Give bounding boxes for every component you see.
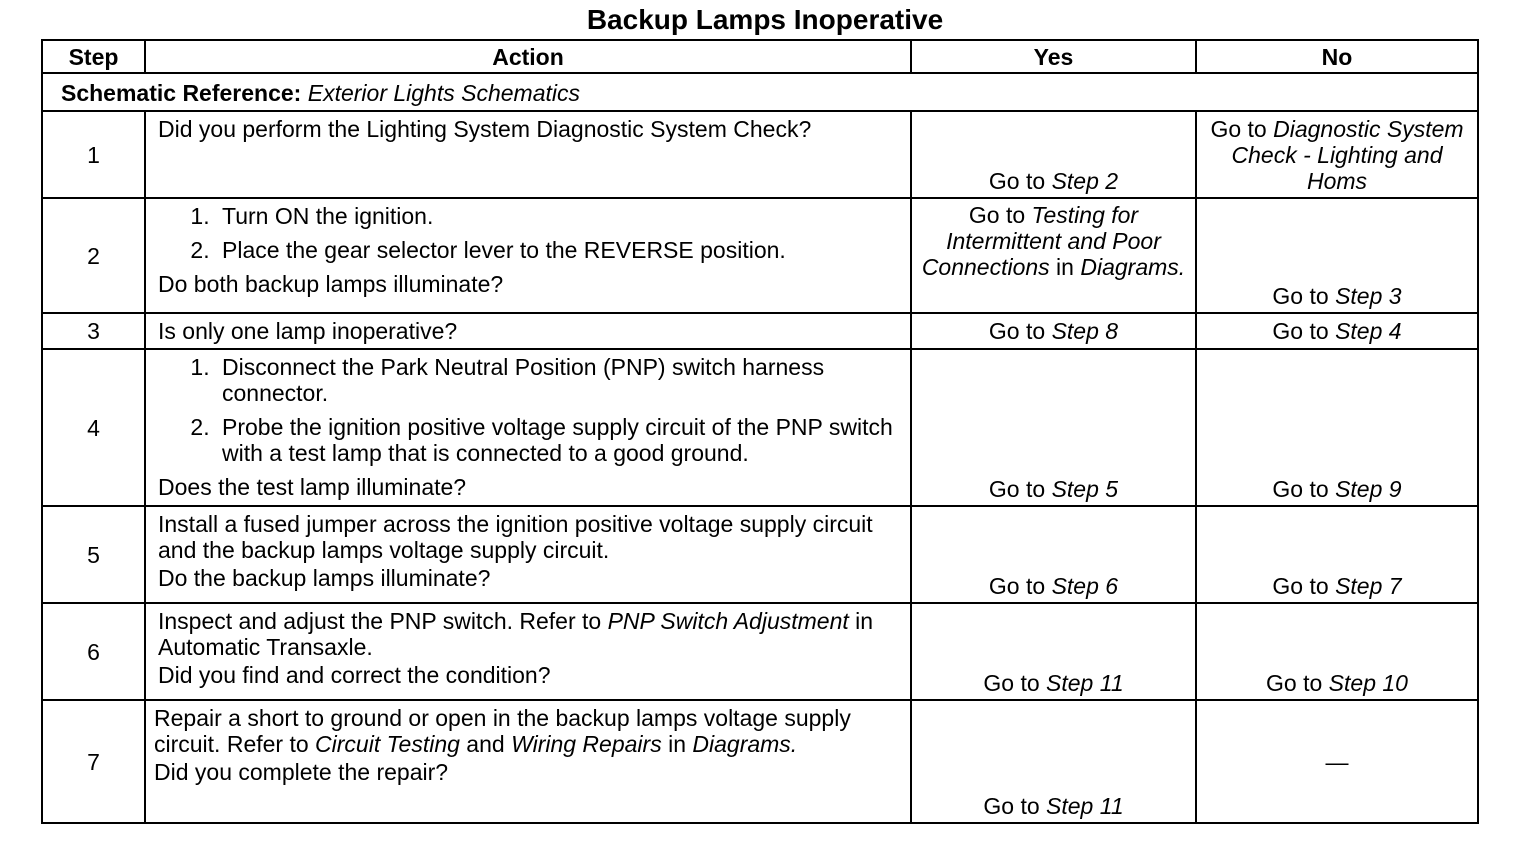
yes-cell bbox=[911, 603, 1196, 700]
yes-link[interactable]: Step 8 bbox=[1051, 318, 1119, 344]
action-item: 1. Disconnect the Park Neutral Position (PNP) switch harness connector. bbox=[216, 354, 900, 406]
table-row bbox=[42, 313, 1478, 349]
action-question: Do both backup lamps illuminate? bbox=[158, 271, 504, 297]
action-text bbox=[158, 608, 900, 660]
header-action: Action bbox=[145, 40, 911, 73]
yes-cell bbox=[911, 313, 1196, 349]
action-link-3[interactable]: Diagrams. bbox=[692, 731, 798, 757]
step-number: 6 bbox=[42, 603, 145, 700]
yes-link[interactable]: Step 11 bbox=[1046, 670, 1124, 696]
no-link[interactable]: Step 9 bbox=[1335, 476, 1402, 502]
action-item: 2. Place the gear selector lever to the REVERSE position. bbox=[216, 237, 900, 263]
action-text: Install a fused jumper across the ignition positive voltage supply circuit and the backup lamps voltage supply circuit. bbox=[158, 511, 873, 563]
diagnostic-table bbox=[41, 39, 1479, 824]
action-question: Did you complete the repair? bbox=[154, 759, 449, 785]
yes-link[interactable]: Step 11 bbox=[1046, 793, 1124, 819]
yes-link[interactable]: Step 6 bbox=[1051, 573, 1119, 599]
table-row bbox=[42, 349, 1478, 506]
action-text-mid: and bbox=[459, 731, 512, 757]
no-cell bbox=[1196, 700, 1478, 823]
no-link[interactable]: Diagnostic System Check - Lighting and Homs bbox=[1231, 116, 1464, 194]
yes-prefix: Go to bbox=[988, 573, 1052, 599]
no-prefix: Go to bbox=[1210, 116, 1274, 142]
action-cell bbox=[145, 506, 911, 603]
action-cell bbox=[145, 700, 911, 823]
action-text bbox=[154, 705, 900, 757]
header-step: Step bbox=[42, 40, 145, 73]
yes-cell bbox=[911, 198, 1196, 313]
no-cell bbox=[1196, 313, 1478, 349]
no-cell bbox=[1196, 506, 1478, 603]
schematic-label: Schematic Reference: bbox=[61, 80, 302, 106]
action-question: Do the backup lamps illuminate? bbox=[158, 565, 491, 591]
no-link[interactable]: Step 3 bbox=[1335, 283, 1402, 309]
action-list bbox=[158, 203, 900, 263]
yes-cell bbox=[911, 349, 1196, 506]
no-prefix: Go to bbox=[1266, 670, 1329, 696]
table-row bbox=[42, 506, 1478, 603]
table-row bbox=[42, 198, 1478, 313]
header-no: No bbox=[1196, 40, 1478, 73]
yes-cell bbox=[911, 111, 1196, 198]
header-yes: Yes bbox=[911, 40, 1196, 73]
no-link[interactable]: Step 4 bbox=[1335, 318, 1402, 344]
no-cell bbox=[1196, 349, 1478, 506]
no-cell bbox=[1196, 198, 1478, 313]
no-link[interactable]: Step 10 bbox=[1328, 670, 1408, 696]
action-cell bbox=[145, 349, 911, 506]
action-cell bbox=[145, 603, 911, 700]
header-row bbox=[42, 40, 1478, 73]
step-number: 1 bbox=[42, 111, 145, 198]
schematic-reference bbox=[42, 73, 1478, 111]
yes-link[interactable]: Testing for Intermittent and Poor Connections bbox=[921, 202, 1161, 280]
yes-prefix: Go to bbox=[983, 670, 1047, 696]
action-link-2[interactable]: Wiring Repairs bbox=[511, 731, 662, 757]
table-row bbox=[42, 700, 1478, 823]
yes-cell bbox=[911, 700, 1196, 823]
yes-link-2[interactable]: Diagrams. bbox=[1080, 254, 1186, 280]
action-cell bbox=[145, 313, 911, 349]
action-question: Does the test lamp illuminate? bbox=[158, 474, 467, 500]
schematic-row bbox=[42, 73, 1478, 111]
no-cell bbox=[1196, 111, 1478, 198]
schematic-link[interactable]: Exterior Lights Schematics bbox=[307, 80, 581, 106]
yes-mid: in bbox=[1049, 254, 1081, 280]
action-text-pre: Inspect and adjust the PNP switch. Refer to bbox=[158, 608, 608, 634]
action-text-pre: Repair a short to ground or open in the backup lamps voltage supply circuit. Refer to bbox=[154, 705, 851, 757]
action-cell bbox=[145, 111, 911, 198]
no-cell bbox=[1196, 603, 1478, 700]
no-prefix: Go to bbox=[1272, 283, 1336, 309]
step-number: 7 bbox=[42, 700, 145, 823]
page-title: Backup Lamps Inoperative bbox=[586, 4, 944, 35]
action-link[interactable]: Circuit Testing bbox=[315, 731, 460, 757]
no-prefix: Go to bbox=[1272, 476, 1336, 502]
yes-prefix: Go to bbox=[988, 318, 1052, 344]
action-cell bbox=[145, 198, 911, 313]
no-link[interactable]: Step 7 bbox=[1335, 573, 1402, 599]
action-question: Is only one lamp inoperative? bbox=[158, 318, 458, 344]
table-row bbox=[42, 603, 1478, 700]
action-item: 1. Turn ON the ignition. bbox=[216, 203, 900, 229]
action-text-mid-2: in bbox=[661, 731, 693, 757]
yes-link[interactable]: Step 2 bbox=[1051, 168, 1119, 194]
yes-prefix: Go to bbox=[988, 168, 1052, 194]
yes-prefix: Go to bbox=[968, 202, 1032, 228]
yes-cell bbox=[911, 506, 1196, 603]
no-dash: — bbox=[1325, 748, 1349, 775]
action-link[interactable]: PNP Switch Adjustment bbox=[607, 608, 849, 634]
step-number: 3 bbox=[42, 313, 145, 349]
table-row bbox=[42, 111, 1478, 198]
action-question: Did you perform the Lighting System Diagnostic System Check? bbox=[158, 116, 812, 142]
action-text-post: in Automatic Transaxle. bbox=[158, 608, 874, 660]
action-list bbox=[158, 354, 900, 466]
action-item: 2. Probe the ignition positive voltage supply circuit of the PNP switch with a test lamp that is connected to a good ground. bbox=[216, 414, 900, 466]
step-number: 5 bbox=[42, 506, 145, 603]
step-number: 4 bbox=[42, 349, 145, 506]
yes-prefix: Go to bbox=[983, 793, 1047, 819]
no-prefix: Go to bbox=[1272, 573, 1336, 599]
step-number: 2 bbox=[42, 198, 145, 313]
yes-link[interactable]: Step 5 bbox=[1051, 476, 1119, 502]
no-prefix: Go to bbox=[1272, 318, 1336, 344]
action-question: Did you find and correct the condition? bbox=[158, 662, 551, 688]
yes-prefix: Go to bbox=[988, 476, 1052, 502]
